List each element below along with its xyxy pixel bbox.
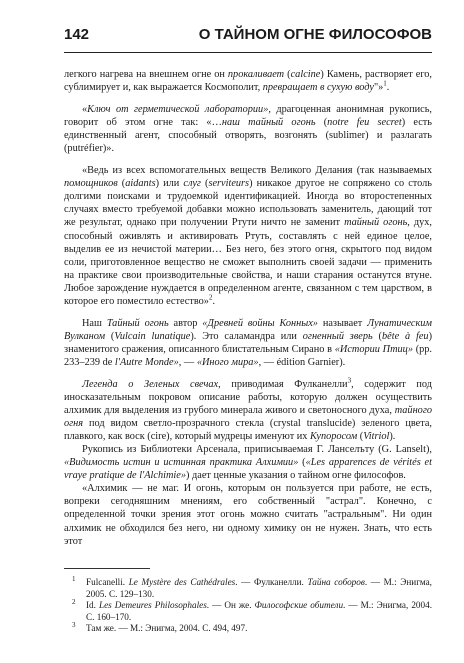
footnote xyxy=(64,600,432,623)
paragraph: «Ведь из всех вспомогательных веществ Великого Делания (так называемых помощников (aidants) или слуг (serviteurs) никакое другое не сопряжено со столь долгими поисками и трудоемкой идентификацией. Иногда во второстепенных случаях вместо требуемой добавки можно использовать заменитель, дающий тот же результат, однако при получении Ртути ничто не заменит тайный огонь, дух, способный оживлять и активировать Ртуть, составлять с ней единое целое, выделив ее из нечистой материи… Без него, без этого огня, скрытого под видом соли, приготовленное вещество не сможет выполнить своей задачи — применить на практике свои производительные свойства, и наши старания останутся втуне. Любое зарождение нуждается в определенном агенте, связанном с тем царством, в которое его поместило естество»$^2$. xyxy=(64,165,432,307)
paragraph: легкого нагрева на внешнем огне он прокаливает (calcine) Камень, растворяет его, сублимирует и, как выражается Космополит, превращает в сухую воду"»$^1$. xyxy=(64,69,433,94)
footnote xyxy=(64,623,432,635)
running-title: О ТАЙНОМ ОГНЕ ФИЛОСОФОВ xyxy=(198,26,432,43)
paragraph: Наш Тайный огонь автор «Древней войны Конных» называет Лунатическим Вулканом (Vulcain lunatique). Это саламандра или огненный зверь (bête à feu) знаменитого сражения, описанного блистательным Сирано в «Истории Птиц» (pp. 233–239 de l'Autre Monde», — «Иного мира», — édition Garnier). xyxy=(64,317,432,368)
footnote-mark: 3 xyxy=(72,621,76,630)
footnote-mark: 1 xyxy=(72,575,76,583)
footnote-text: Там же. — М.: Энигма, 2004. С. 494, 497. xyxy=(86,623,248,634)
paragraph: Рукопись из Библиотеки Арсенала, приписываемая Г. Ланселъту (G. Lanselt), «Видимость истин и истинная практика Алхимии» («Les apparences de vérités et vraye pratique de l'Alchimie») дает ценные указания о тайном огне философов. xyxy=(64,444,432,482)
page-number: 142 xyxy=(64,26,90,43)
footnote-text: Id. Les Demeures Philosophales. — Он же. Философские обители. — М.: Энигма, 2004. С. 160–170. xyxy=(86,600,433,622)
footnote-mark: 2 xyxy=(72,598,76,607)
footnote-text: Fulcanelli. Le Mystère des Cathédrales. — Фулканелли. Тайна соборов. — М.: Энигма, 2005. С. 129–130. xyxy=(86,577,432,599)
paragraph: «Алхимик — не маг. И огонь, которым он пользуется при работе, не есть, вопреки сегодняшним мнениям, его собственный "астрал". Конечно, с определенной точки зрения этот огонь можно считать "астральным". Ни один алхимик не обходился без него, ни одному химику он не нужен. Знать, что есть этот xyxy=(64,483,432,547)
body-text xyxy=(64,68,432,548)
footnote xyxy=(64,577,432,600)
paragraph: «Ключ от герметической лаборатории», драгоценная анонимная рукопись, говорит об этом огне так: «…наш тайный огонь (notre feu secret) есть единственный агент, способный отворять, возгонять (sublimer) и разлагать (putréfier)». xyxy=(64,104,432,155)
footnote-rule xyxy=(64,568,150,569)
footnotes xyxy=(64,568,432,635)
paragraph: Легенда о Зеленых свечах, приводимая Фулканелли$^3$, содержит под иносказательным покровом описание работы, которую должен осуществить алхимик для выделения из грубого минерала живого и светоносного духа, тайного огня под видом светло-прозрачного стекла (crystal translucide) зеленого цвета, плавкого, как воск (cire), который мудрецы именуют их Купоросом (Vitriol). xyxy=(64,376,433,443)
page-header xyxy=(64,26,432,53)
